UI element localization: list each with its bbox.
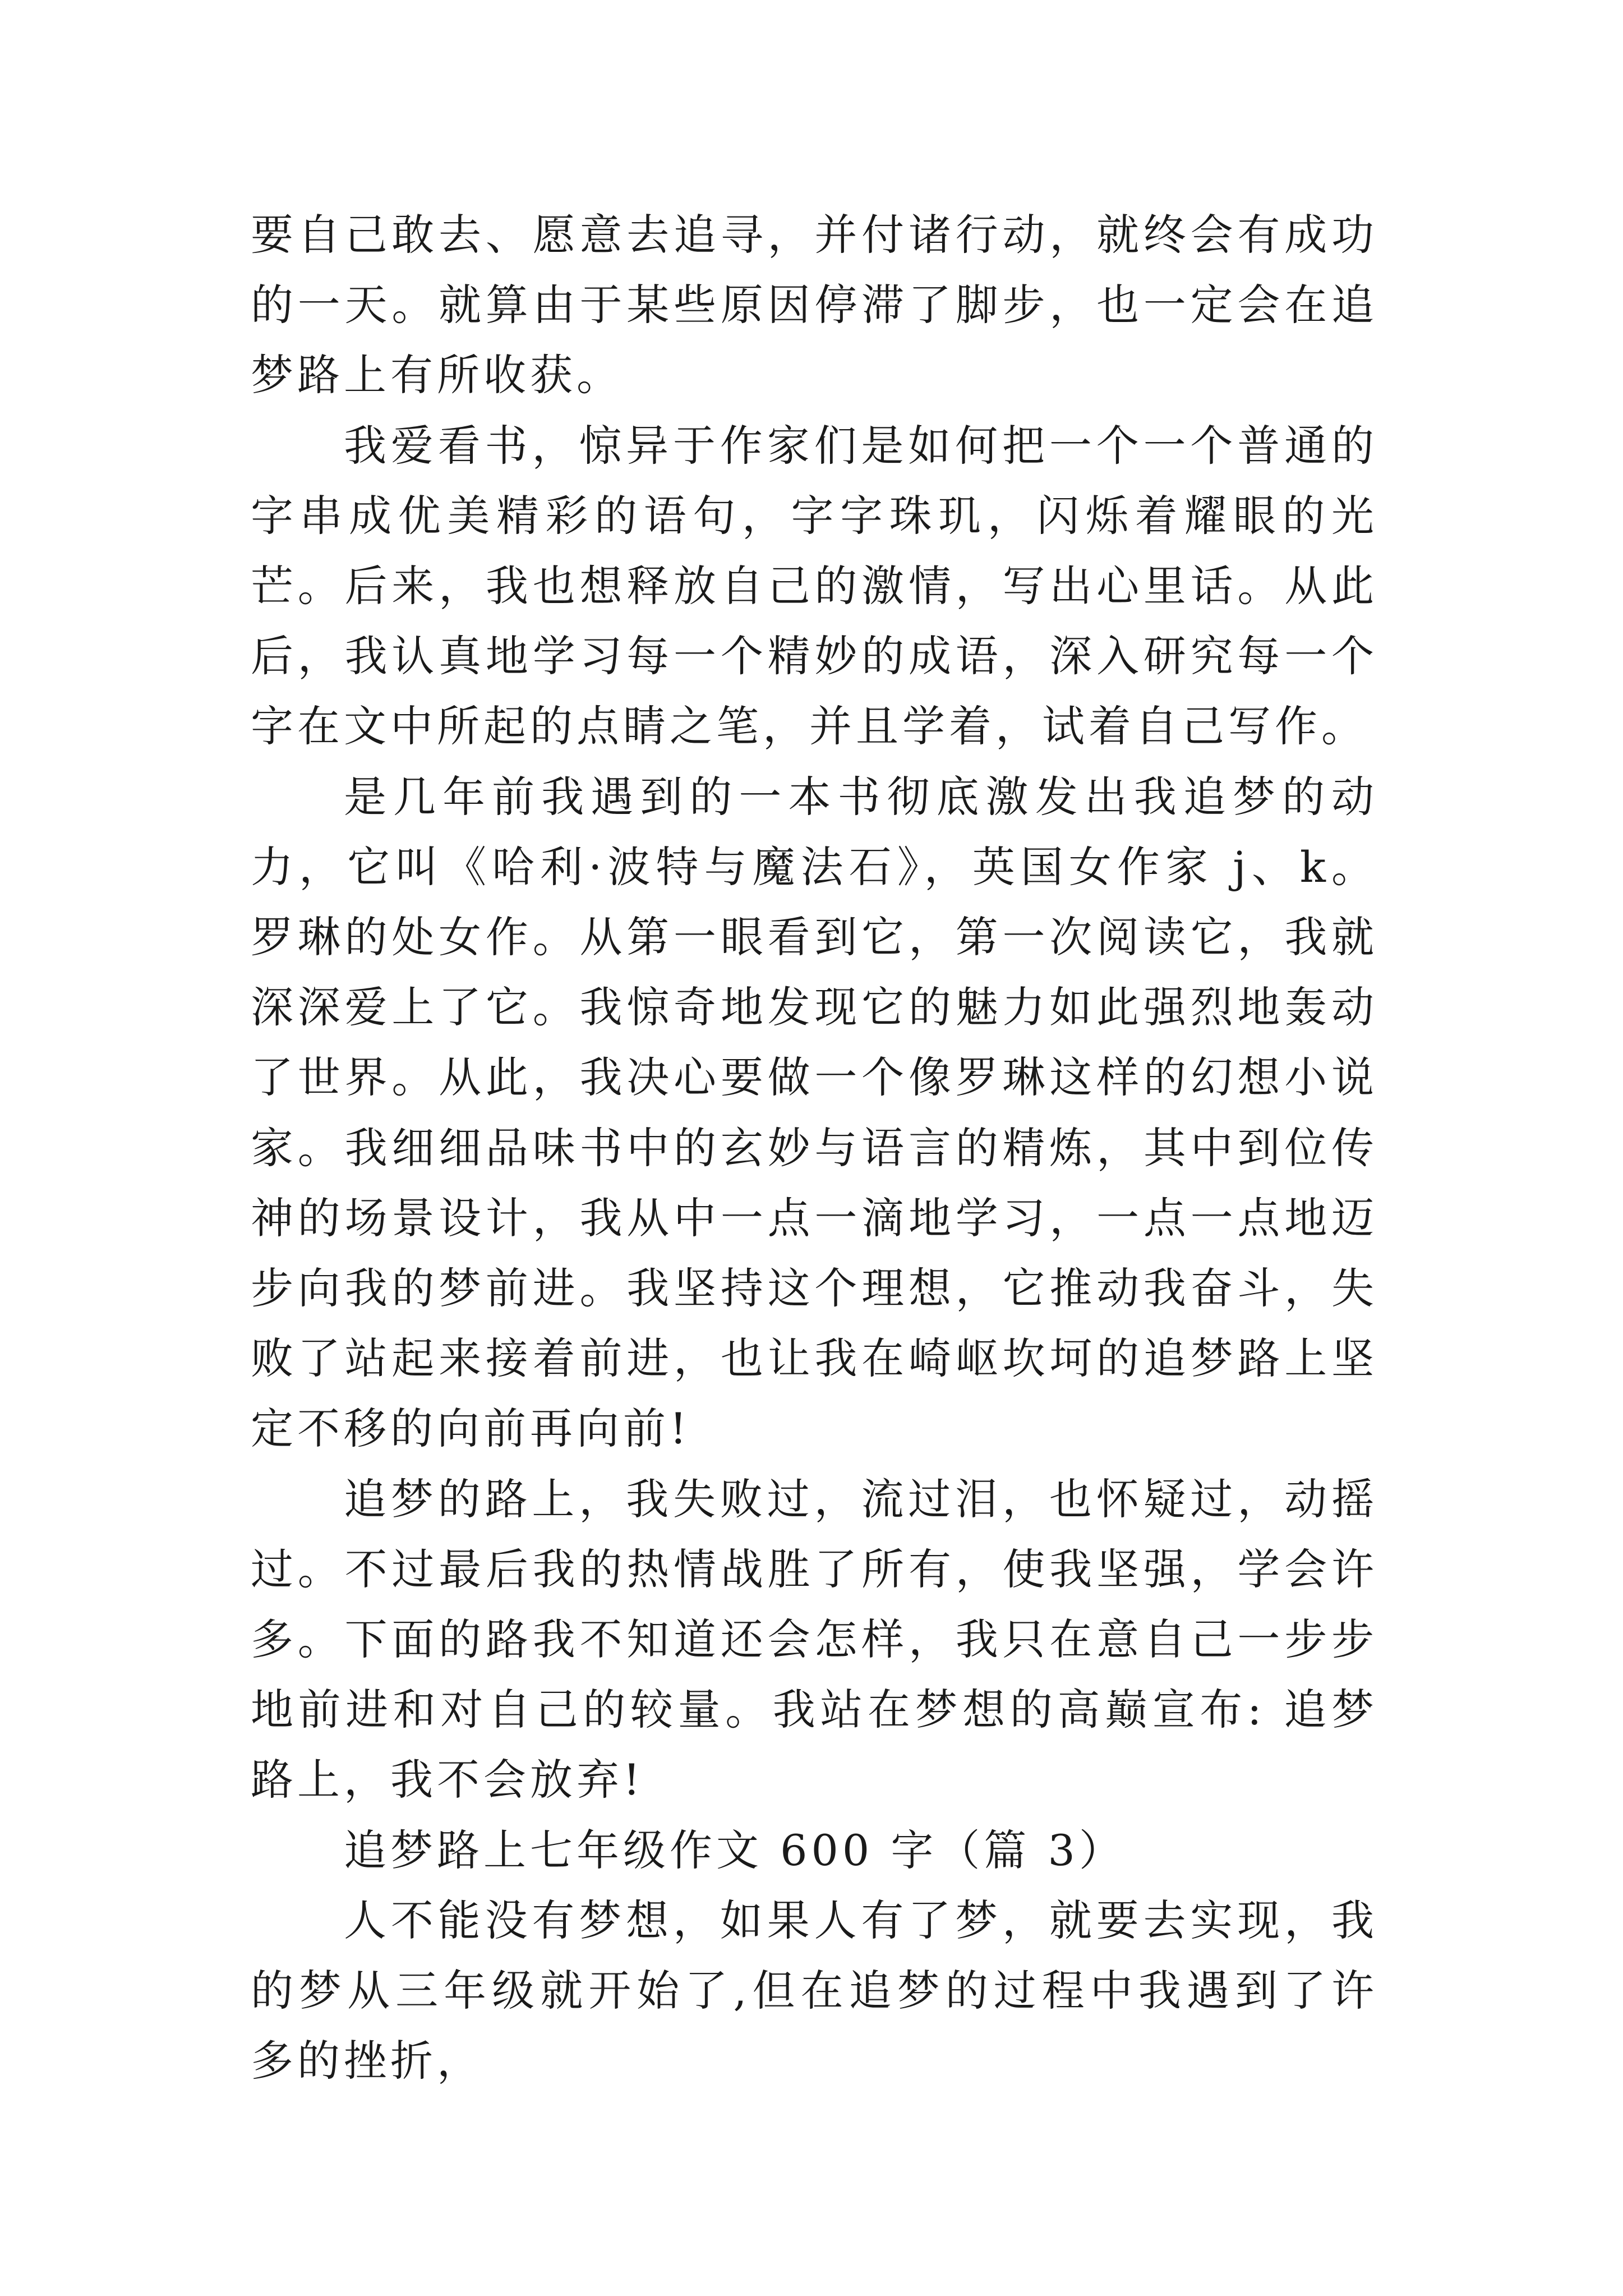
paragraph-setbacks: 追梦的路上，我失败过，流过泪，也怀疑过，动摇过。不过最后我的热情战胜了所有，使我坚强，学会许多。下面的路我不知道还会怎样，我只在意自己一步步地前进和对自己的较量。我站在梦想的高巅宣布: 追梦路上，我不会放弃! [251, 1474, 1378, 1805]
paragraph-continuation: 要自己敢去、愿意去追寻，并付诸行动，就终会有成功的一天。就算由于某些原因停滞了脚步，也一定会在追梦路上有所收获。 [251, 210, 1378, 401]
document-body [251, 200, 1378, 2096]
section-heading: 追梦路上七年级作文 600 字（篇 3） [344, 1825, 1126, 1875]
paragraph-harry-potter: 是几年前我遇到的一本书彻底激发出我追梦的动力，它叫《哈利·波特与魔法石》，英国女作家 j、k。罗琳的处女作。从第一眼看到它，第一次阅读它，我就深深爱上了它。我惊奇地发现它的魅力如此强烈地轰动了世界。从此，我决心要做一个像罗琳这样的幻想小说家。我细细品味书中的玄妙与语言的精炼，其中到位传神的场景设计，我从中一点一滴地学习，一点一点地迈步向我的梦前进。我坚持这个理想，它推动我奋斗，失败了站起来接着前进，也让我在崎岖坎坷的追梦路上坚定不移的向前再向前! [251, 771, 1378, 1454]
paragraph-reading: 我爱看书，惊异于作家们是如何把一个一个普通的字串成优美精彩的语句，字字珠玑，闪烁着耀眼的光芒。后来，我也想释放自己的激情，写出心里话。从此后，我认真地学习每一个精妙的成语，深入研究每一个字在文中所起的点睛之笔，并且学着，试着自己写作。 [251, 420, 1378, 752]
paragraph-final: 人不能没有梦想，如果人有了梦，就要去实现，我的梦从三年级就开始了,但在追梦的过程中我遇到了许多的挫折， [251, 1895, 1378, 2086]
